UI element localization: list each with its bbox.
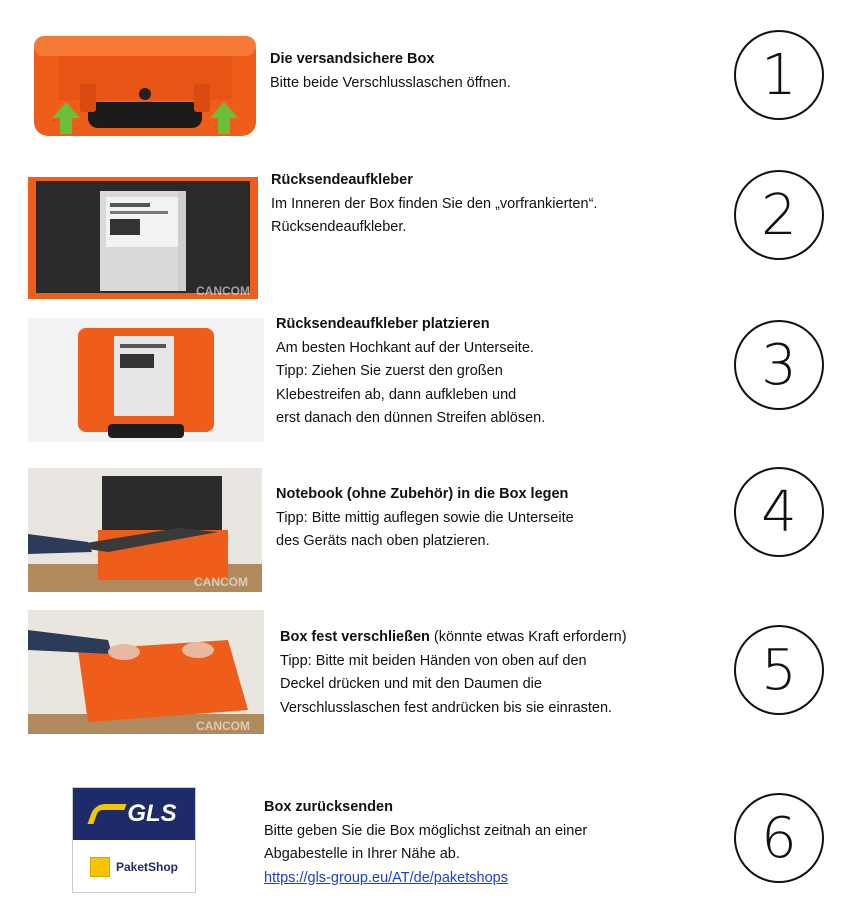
- step-description: Tipp: Ziehen Sie zuerst den großen: [276, 363, 503, 379]
- paketshop-badge: [73, 844, 195, 890]
- step-6-text: [264, 796, 587, 890]
- step-number-badge: 1: [734, 30, 824, 120]
- step-description: Verschlusslaschen fest andrücken bis sie einrasten.: [280, 699, 613, 716]
- step-description: Bitte geben Sie die Box möglichst zeitnah an einer: [264, 822, 588, 839]
- step-2-text: [271, 169, 597, 240]
- step-3-image: [28, 318, 264, 442]
- paketshop-link[interactable]: https://gls-group.eu/AT/de/paketshops: [264, 869, 508, 886]
- step-number-badge: 3: [734, 320, 824, 410]
- watermark: CANCOM: [196, 719, 250, 733]
- step-description: Tipp: Bitte mit beiden Händen von oben auf den: [280, 652, 587, 669]
- step-description: Im Inneren der Box finden Sie den „vorfrankierten“.: [271, 195, 598, 212]
- step-title: Box fest verschließen: [280, 629, 430, 645]
- step-title: Notebook (ohne Zubehör) in die Box legen: [276, 486, 569, 502]
- step-description: erst danach den dünnen Streifen ablösen.: [276, 410, 546, 426]
- step-heading: [280, 626, 627, 650]
- step-5-text: [280, 626, 627, 720]
- step-description: des Geräts nach oben platzieren.: [276, 533, 490, 549]
- step-title-suffix: (könnte etwas Kraft erfordern): [429, 629, 627, 645]
- step-number-badge: 5: [734, 625, 824, 715]
- step-number-badge: 4: [734, 467, 824, 557]
- gls-logo: [73, 788, 195, 840]
- step-description: Rücksendeaufkleber.: [271, 219, 407, 235]
- step-title: Box zurücksenden: [264, 799, 393, 815]
- paketshop-text: PaketShop: [115, 860, 178, 874]
- gls-brand-text: GLS: [127, 800, 177, 827]
- step-title: Rücksendeaufkleber platzieren: [276, 316, 490, 332]
- step-description: Tipp: Bitte mittig auflegen sowie die Unterseite: [276, 509, 574, 526]
- step-description: Bitte beide Verschlusslaschen öffnen.: [270, 74, 511, 91]
- step-description: Abgabestelle in Ihrer Nähe ab.: [264, 846, 460, 862]
- step-1-image: [28, 22, 262, 146]
- step-1-text: [270, 48, 511, 95]
- step-description: Am besten Hochkant auf der Unterseite.: [276, 339, 534, 356]
- step-description: Klebestreifen ab, dann aufkleben und: [276, 386, 517, 403]
- watermark: CANCOM: [196, 284, 250, 298]
- gls-swoosh-icon: [88, 804, 127, 824]
- step-3-text: [276, 313, 545, 431]
- step-title: Die versandsichere Box: [270, 51, 435, 67]
- step-number-badge: 6: [734, 793, 824, 883]
- step-title: Rücksendeaufkleber: [271, 172, 413, 188]
- step-4-image: [28, 468, 262, 592]
- watermark: CANCOM: [194, 575, 248, 589]
- step-4-text: [276, 483, 574, 554]
- step-number-badge: 2: [734, 170, 824, 260]
- parcel-icon: [90, 857, 110, 877]
- gls-paketshop-logo: [72, 787, 196, 893]
- step-2-image: [28, 177, 258, 299]
- step-5-image: [28, 610, 264, 734]
- step-description: Deckel drücken und mit den Daumen die: [280, 676, 542, 692]
